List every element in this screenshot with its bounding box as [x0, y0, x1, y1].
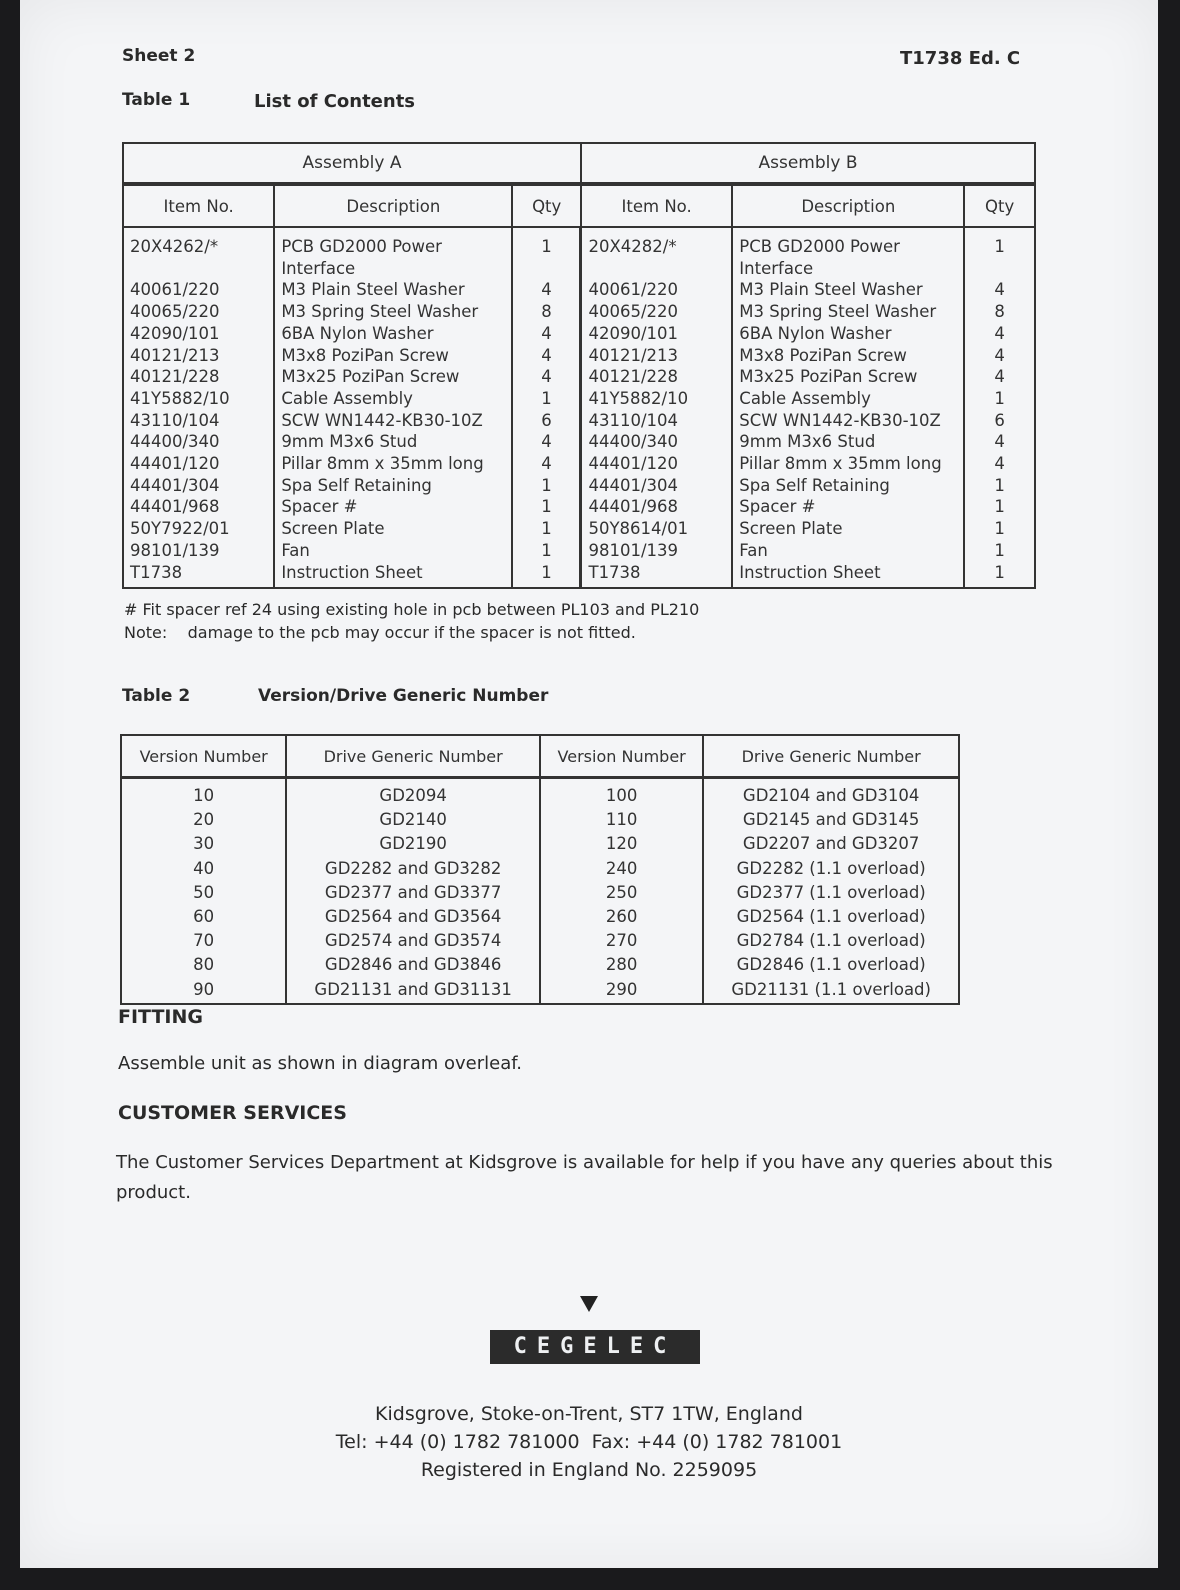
- cell-a-desc: Spa Self Retaining: [274, 475, 512, 497]
- cell-a-item: 40121/213: [123, 345, 274, 367]
- cell-b-desc: M3 Spring Steel Washer: [732, 301, 964, 323]
- document-reference: T1738 Ed. C: [900, 48, 1021, 69]
- cell-b-qty: 1: [964, 388, 1035, 410]
- table1-title: List of Contents: [254, 91, 416, 112]
- table2-label: Table 2: [122, 686, 191, 706]
- cell-drive: GD2094: [286, 778, 540, 809]
- cell-drive: GD2140: [286, 808, 540, 832]
- cell-b-item: 41Y5882/10: [581, 388, 732, 410]
- cell-b-qty: 4: [964, 366, 1035, 388]
- cell-version: 50: [121, 881, 286, 905]
- cell-b-item: 44401/968: [581, 496, 732, 518]
- spacer-note: # Fit spacer ref 24 using existing hole in pcb between PL103 and PL210: [124, 600, 700, 619]
- cell-a-item: 40065/220: [123, 301, 274, 323]
- table-row: [121, 953, 959, 977]
- table-row: [123, 388, 1035, 410]
- table-row: [123, 258, 1035, 280]
- cell-b-qty: 4: [964, 453, 1035, 475]
- cell-drive: GD2145 and GD3145: [703, 808, 959, 832]
- company-footer: [20, 1400, 1158, 1484]
- cell-version: 260: [540, 905, 703, 929]
- cell-a-qty: 1: [512, 562, 581, 589]
- cell-a-item: 40061/220: [123, 279, 274, 301]
- cell-b-item: 98101/139: [581, 540, 732, 562]
- cell-a-item: 50Y7922/01: [123, 518, 274, 540]
- cell-drive: GD2574 and GD3574: [286, 929, 540, 953]
- cell-b-item: 40121/213: [581, 345, 732, 367]
- cell-b-qty: 4: [964, 323, 1035, 345]
- sheet-number: Sheet 2: [122, 46, 196, 66]
- cell-a-item: 42090/101: [123, 323, 274, 345]
- table-row: [121, 778, 959, 809]
- cegelec-logo: CEGELEC: [490, 1330, 700, 1364]
- list-of-contents-table: [122, 142, 1036, 589]
- cell-a-qty: 6: [512, 410, 581, 432]
- cell-a-item: 44401/120: [123, 453, 274, 475]
- cell-version: 280: [540, 953, 703, 977]
- cell-version: 240: [540, 857, 703, 881]
- cell-version: 110: [540, 808, 703, 832]
- cell-version: 270: [540, 929, 703, 953]
- table2-title: Version/Drive Generic Number: [258, 686, 549, 706]
- cell-a-item: 40121/228: [123, 366, 274, 388]
- company-address: Kidsgrove, Stoke-on-Trent, ST7 1TW, England: [375, 1403, 803, 1425]
- cell-b-qty: 1: [964, 496, 1035, 518]
- cell-b-item: 44400/340: [581, 431, 732, 453]
- cell-b-item: 42090/101: [581, 323, 732, 345]
- cell-b-qty: 4: [964, 431, 1035, 453]
- cell-a-qty: 4: [512, 279, 581, 301]
- table-row: [123, 227, 1035, 258]
- cell-drive: GD2784 (1.1 overload): [703, 929, 959, 953]
- cell-version: 100: [540, 778, 703, 809]
- col-header-qty-a: Qty: [512, 184, 581, 227]
- instruction-sheet-page: [20, 0, 1158, 1568]
- col-header-version-1: Version Number: [121, 735, 286, 778]
- table-row: [121, 881, 959, 905]
- cell-a-desc: Screen Plate: [274, 518, 512, 540]
- cell-a-qty: 1: [512, 496, 581, 518]
- cell-b-qty: 1: [964, 518, 1035, 540]
- cell-a-qty: 4: [512, 431, 581, 453]
- cell-b-desc: PCB GD2000 Power: [732, 227, 964, 258]
- cell-b-desc: 9mm M3x6 Stud: [732, 431, 964, 453]
- cell-b-item: 43110/104: [581, 410, 732, 432]
- company-phone-fax: Tel: +44 (0) 1782 781000 Fax: +44 (0) 1782 781001: [335, 1431, 843, 1453]
- cell-a-desc: Spacer #: [274, 496, 512, 518]
- cell-b-desc: Cable Assembly: [732, 388, 964, 410]
- cell-b-qty: 8: [964, 301, 1035, 323]
- cell-b-item: 44401/120: [581, 453, 732, 475]
- fitting-text: Assemble unit as shown in diagram overleaf.: [118, 1053, 522, 1074]
- cell-version: 90: [121, 978, 286, 1004]
- col-header-description-a: Description: [274, 184, 512, 227]
- cell-b-item: T1738: [581, 562, 732, 589]
- cell-b-desc: 6BA Nylon Washer: [732, 323, 964, 345]
- col-header-drive-1: Drive Generic Number: [286, 735, 540, 778]
- cell-b-desc: Interface: [732, 258, 964, 280]
- cell-a-item: 20X4262/*: [123, 227, 274, 258]
- version-drive-table: [120, 734, 960, 1005]
- cell-version: 70: [121, 929, 286, 953]
- table-row: [121, 832, 959, 856]
- cell-version: 290: [540, 978, 703, 1004]
- table-row: [121, 978, 959, 1004]
- table-row: [121, 929, 959, 953]
- cell-a-desc: Instruction Sheet: [274, 562, 512, 589]
- assembly-b-header: Assembly B: [581, 143, 1035, 184]
- cell-b-desc: M3x8 PoziPan Screw: [732, 345, 964, 367]
- cell-version: 60: [121, 905, 286, 929]
- cell-drive: GD2104 and GD3104: [703, 778, 959, 809]
- cell-version: 40: [121, 857, 286, 881]
- cell-b-qty: [964, 258, 1035, 280]
- cell-b-qty: 1: [964, 475, 1035, 497]
- cell-a-desc: M3x8 PoziPan Screw: [274, 345, 512, 367]
- cell-drive: GD2377 (1.1 overload): [703, 881, 959, 905]
- cell-a-qty: 1: [512, 388, 581, 410]
- table-row: [121, 905, 959, 929]
- cell-a-qty: 4: [512, 366, 581, 388]
- cell-a-desc: M3 Spring Steel Washer: [274, 301, 512, 323]
- cell-version: 10: [121, 778, 286, 809]
- cell-a-desc: Pillar 8mm x 35mm long: [274, 453, 512, 475]
- cell-b-desc: Spacer #: [732, 496, 964, 518]
- cell-a-qty: 4: [512, 453, 581, 475]
- cell-a-item: 44400/340: [123, 431, 274, 453]
- cell-drive: GD2282 (1.1 overload): [703, 857, 959, 881]
- customer-services-text: The Customer Services Department at Kidsgrove is available for help if you have any queries about this product.: [116, 1152, 1053, 1203]
- cell-a-item: 44401/968: [123, 496, 274, 518]
- cell-b-desc: Pillar 8mm x 35mm long: [732, 453, 964, 475]
- customer-services-heading: CUSTOMER SERVICES: [118, 1102, 347, 1124]
- cell-b-qty: 1: [964, 227, 1035, 258]
- table-row: [123, 518, 1035, 540]
- cell-a-item: 41Y5882/10: [123, 388, 274, 410]
- cell-a-qty: 4: [512, 345, 581, 367]
- table-row: [121, 808, 959, 832]
- cell-a-item: [123, 258, 274, 280]
- triangle-marker-icon: [580, 1296, 598, 1312]
- cell-b-qty: 1: [964, 562, 1035, 589]
- cell-drive: GD2846 and GD3846: [286, 953, 540, 977]
- cell-a-desc: SCW WN1442-KB30-10Z: [274, 410, 512, 432]
- cell-a-desc: Cable Assembly: [274, 388, 512, 410]
- col-header-item-a: Item No.: [123, 184, 274, 227]
- cell-a-qty: 8: [512, 301, 581, 323]
- cell-a-qty: 1: [512, 227, 581, 258]
- col-header-drive-2: Drive Generic Number: [703, 735, 959, 778]
- table-row: [123, 323, 1035, 345]
- cell-drive: GD2564 (1.1 overload): [703, 905, 959, 929]
- cell-b-qty: 4: [964, 345, 1035, 367]
- cell-b-item: 20X4282/*: [581, 227, 732, 258]
- cell-version: 250: [540, 881, 703, 905]
- cell-b-desc: Fan: [732, 540, 964, 562]
- cell-a-qty: 1: [512, 475, 581, 497]
- cell-a-item: 98101/139: [123, 540, 274, 562]
- cell-b-desc: Instruction Sheet: [732, 562, 964, 589]
- cell-b-item: [581, 258, 732, 280]
- cell-a-item: 43110/104: [123, 410, 274, 432]
- table-row: [121, 857, 959, 881]
- col-header-item-b: Item No.: [581, 184, 732, 227]
- cell-a-qty: [512, 258, 581, 280]
- cell-version: 20: [121, 808, 286, 832]
- assembly-a-header: Assembly A: [123, 143, 581, 184]
- cell-drive: GD2190: [286, 832, 540, 856]
- table1-label: Table 1: [122, 90, 191, 110]
- cell-b-item: 44401/304: [581, 475, 732, 497]
- cell-drive: GD2564 and GD3564: [286, 905, 540, 929]
- version-drive-rows: [121, 778, 959, 1004]
- cell-a-desc: 9mm M3x6 Stud: [274, 431, 512, 453]
- cell-b-item: 50Y8614/01: [581, 518, 732, 540]
- cell-b-item: 40065/220: [581, 301, 732, 323]
- cell-a-desc: Interface: [274, 258, 512, 280]
- table-row: [123, 410, 1035, 432]
- cell-drive: GD21131 and GD31131: [286, 978, 540, 1004]
- cell-a-qty: 1: [512, 518, 581, 540]
- col-header-qty-b: Qty: [964, 184, 1035, 227]
- table-row: [123, 475, 1035, 497]
- cell-b-desc: SCW WN1442-KB30-10Z: [732, 410, 964, 432]
- cell-a-item: 44401/304: [123, 475, 274, 497]
- cell-b-desc: Spa Self Retaining: [732, 475, 964, 497]
- cell-drive: GD2846 (1.1 overload): [703, 953, 959, 977]
- fitting-heading: FITTING: [118, 1006, 203, 1028]
- cell-a-desc: M3x25 PoziPan Screw: [274, 366, 512, 388]
- cell-a-desc: M3 Plain Steel Washer: [274, 279, 512, 301]
- table-row: [123, 301, 1035, 323]
- table-row: [123, 496, 1035, 518]
- cell-drive: GD2282 and GD3282: [286, 857, 540, 881]
- cell-b-qty: 4: [964, 279, 1035, 301]
- cell-version: 30: [121, 832, 286, 856]
- cell-a-qty: 1: [512, 540, 581, 562]
- table-row: [123, 453, 1035, 475]
- table-row: [123, 540, 1035, 562]
- table-row: [123, 345, 1035, 367]
- cell-a-desc: 6BA Nylon Washer: [274, 323, 512, 345]
- col-header-version-2: Version Number: [540, 735, 703, 778]
- cell-version: 120: [540, 832, 703, 856]
- logo-marker: [20, 1296, 1158, 1316]
- col-header-description-b: Description: [732, 184, 964, 227]
- cell-b-desc: Screen Plate: [732, 518, 964, 540]
- cell-b-desc: M3 Plain Steel Washer: [732, 279, 964, 301]
- table-row: [123, 431, 1035, 453]
- table-row: [123, 279, 1035, 301]
- damage-note: Note: damage to the pcb may occur if the spacer is not fitted.: [124, 623, 636, 642]
- company-registration: Registered in England No. 2259095: [420, 1459, 758, 1481]
- cell-a-item: T1738: [123, 562, 274, 589]
- cell-b-item: 40121/228: [581, 366, 732, 388]
- list-of-contents-rows: [123, 227, 1035, 588]
- table-row: [123, 562, 1035, 589]
- table1-notes: [124, 598, 699, 644]
- cell-drive: GD2207 and GD3207: [703, 832, 959, 856]
- cell-b-qty: 1: [964, 540, 1035, 562]
- cell-a-qty: 4: [512, 323, 581, 345]
- cell-b-desc: M3x25 PoziPan Screw: [732, 366, 964, 388]
- cell-a-desc: PCB GD2000 Power: [274, 227, 512, 258]
- table-row: [123, 366, 1035, 388]
- cell-a-desc: Fan: [274, 540, 512, 562]
- cell-b-qty: 6: [964, 410, 1035, 432]
- cell-drive: GD21131 (1.1 overload): [703, 978, 959, 1004]
- cell-drive: GD2377 and GD3377: [286, 881, 540, 905]
- cell-version: 80: [121, 953, 286, 977]
- cell-b-item: 40061/220: [581, 279, 732, 301]
